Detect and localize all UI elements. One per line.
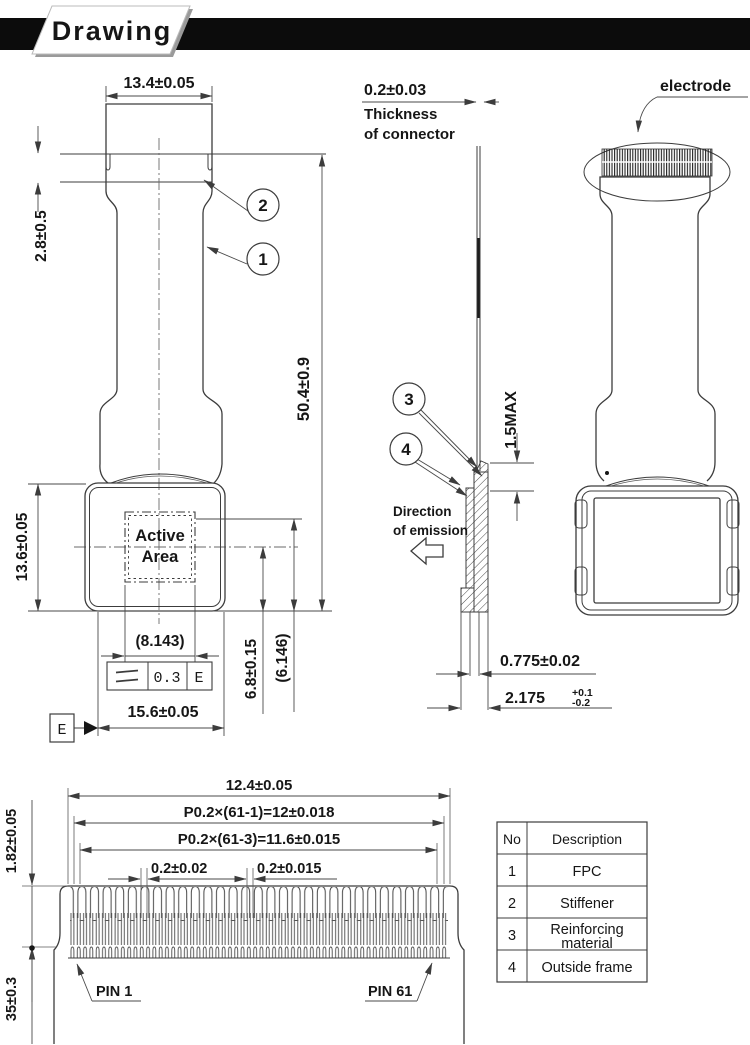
dim-active-width: (8.143) (135, 633, 185, 650)
row-no: 4 (507, 960, 517, 976)
parts-table (497, 822, 647, 982)
balloon-leader (415, 462, 467, 496)
dim-thickness: 0.2±0.03 (364, 82, 427, 99)
active-area-label-2: Area (141, 548, 179, 566)
dim-center-to-bottom: 6.8±0.15 (243, 638, 260, 700)
row-description: Stiffener (560, 896, 614, 912)
dim-stack2-lower-tol: -0.2 (572, 697, 591, 709)
title-banner (0, 6, 750, 57)
dim-stack2-upper-tol: +0.1 (572, 687, 593, 699)
stiffener-section (474, 472, 488, 612)
balloon-1: 1 (258, 250, 268, 269)
dim-pad-pitch: 0.2±0.02 (151, 861, 208, 877)
dim-total-length: 35±0.3 (4, 976, 20, 1022)
datum-e (50, 714, 98, 742)
page-title: Drawing (51, 16, 173, 46)
dim-total-height: 50.4±0.9 (295, 356, 313, 422)
balloon-leader (421, 410, 477, 467)
row-no: 2 (507, 896, 517, 912)
table-header-no: No (503, 831, 521, 847)
row-description-line1: Reinforcing (550, 922, 624, 938)
thickness-note-1: Thickness (364, 106, 438, 123)
balloon-4: 4 (401, 440, 411, 459)
electrode-label: electrode (660, 78, 732, 95)
dim-pad-width: 0.2±0.015 (257, 861, 322, 877)
front-outline (100, 104, 222, 483)
dim-top-width: 13.4±0.05 (123, 75, 195, 92)
dim-pitch-inner: P0.2×(61-3)=11.6±0.015 (177, 831, 341, 848)
reference-dot (605, 471, 609, 475)
frame-section (461, 588, 474, 612)
row-description: Outside frame (541, 960, 633, 976)
dim-stack1: 0.775±0.02 (500, 653, 580, 670)
active-area-label-1: Active (135, 527, 185, 545)
pin-fingers-row (70, 913, 448, 958)
leader-line (417, 963, 432, 1001)
dim-stack2: 2.175 (505, 690, 546, 707)
balloon-2: 2 (258, 196, 268, 215)
dim-overall-width: 12.4±0.05 (225, 777, 293, 794)
frame-clip (727, 500, 739, 528)
reference-dot (29, 945, 35, 951)
dim-bottom-width: 15.6±0.05 (127, 704, 199, 721)
back-outline (596, 177, 715, 481)
dim-height-max: 1.5MAX (503, 391, 520, 449)
table-header-description: Description (551, 831, 623, 847)
leader-line (77, 964, 92, 1001)
balloon-3: 3 (404, 390, 414, 409)
fpc-section (466, 488, 474, 588)
dim-display-height: 13.6±0.05 (14, 512, 31, 582)
side-view (362, 82, 612, 710)
pin-61-label: PIN 61 (368, 984, 413, 1000)
row-description: FPC (572, 864, 602, 880)
balloon-leader (207, 247, 247, 264)
frame-outer (576, 486, 738, 615)
frame-mid (582, 491, 732, 610)
row-no: 3 (507, 928, 517, 944)
back-view (575, 78, 748, 615)
reinforcing-tab-section (476, 461, 488, 472)
datum-label: E (57, 722, 67, 739)
display-dome-outer (111, 474, 212, 483)
frame-window (594, 498, 720, 603)
dim-pad-height: 1.82±0.05 (4, 808, 20, 874)
row-no: 1 (507, 864, 517, 880)
bottom-detail-view (4, 777, 464, 1044)
emission-label-1: Direction (393, 504, 452, 519)
tolerance-value: 0.3 (153, 670, 181, 687)
frame-clip (727, 567, 739, 595)
back-dome-outer (606, 477, 709, 486)
pin-1-label: PIN 1 (96, 984, 133, 1000)
balloon-leader (417, 459, 460, 485)
dim-pitch-total: P0.2×(61-1)=12±0.018 (183, 804, 335, 821)
datum-triangle-icon (84, 721, 98, 735)
front-view (14, 75, 332, 742)
dim-ref-height: (6.146) (274, 633, 291, 683)
emission-label-2: of emission (393, 523, 469, 538)
dim-stiffener-height: 2.8±0.5 (33, 210, 50, 262)
thickness-note-2: of connector (364, 126, 455, 143)
row-description-line2: material (561, 936, 613, 952)
frame-clip (575, 567, 587, 595)
emission-arrow-icon (411, 538, 443, 564)
leader-line (638, 97, 657, 132)
feature-control-frame (107, 662, 212, 690)
frame-clip (575, 500, 587, 528)
balloon-leader (419, 413, 482, 476)
tolerance-datum: E (194, 670, 204, 687)
